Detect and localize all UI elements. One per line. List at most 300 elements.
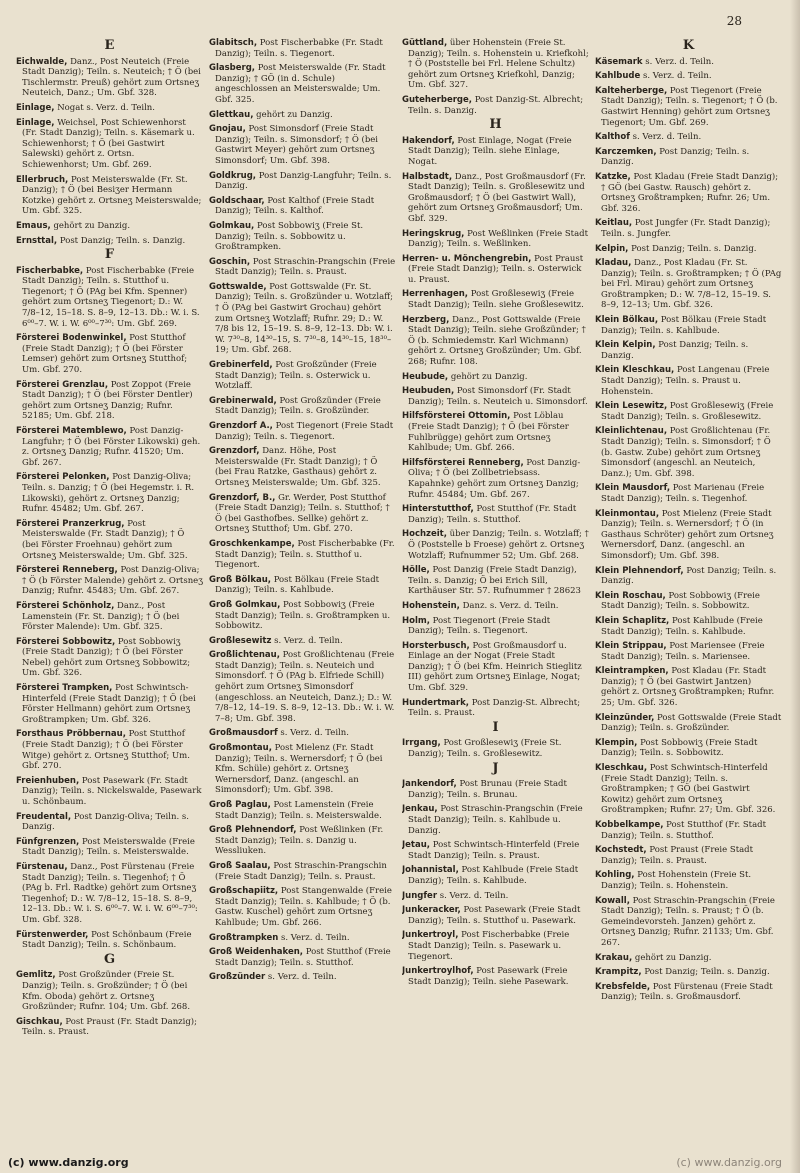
- entry-description: Post Meisterswalde (Fr. Stadt Danzig); † GÖ (in d. Schule) angeschlossen an Meisterswalde; Um. Gbf. 325.: [215, 63, 386, 105]
- entry-description: Post Danzig-Oliva; † Ö (bei Zollbetriebsass. Kapahnke) gehört zum Ortsneʒ Danzig; Rufnr. 45484; Um. Gbf. 267.: [408, 457, 581, 500]
- entry-place-name: Hochzeit,: [402, 529, 447, 540]
- entry-description: Post Meisterswalde (Freie Stadt Danzig); Teiln. s. Meisterswalde.: [22, 836, 195, 858]
- directory-entry: [595, 57, 782, 68]
- entry-description: Post Danzig-Langfuhr; Teiln. s. Danzig.: [215, 170, 392, 192]
- directory-entry: [595, 147, 782, 168]
- column-4: [595, 38, 782, 1150]
- directory-entry: [595, 365, 782, 397]
- entry-place-name: Försterei Renneberg,: [16, 565, 118, 576]
- entry-description: Post Straschin-Prangschin (Freie Stadt Danzig); Teiln. s. Praust.: [215, 256, 396, 278]
- entry-place-name: Katzke,: [595, 171, 631, 182]
- entry-place-name: Keitlau,: [595, 218, 633, 229]
- entry-description: Post Fischerbabke (Fr. Stadt Danzig); Teiln. s. Stutthof u. Tiegenort.: [215, 538, 395, 571]
- entry-description: Post Pasewark (Freie Stadt Danzig); Teiln. s. Stutthof u. Pasewark.: [408, 905, 581, 926]
- entry-place-name: Gottswalde,: [209, 281, 267, 292]
- entry-place-name: Försterei Trampken,: [16, 683, 113, 694]
- directory-entry: [595, 71, 782, 82]
- entry-place-name: Fünfgrenzen,: [16, 836, 80, 847]
- entry-place-name: Großzünder: [209, 972, 266, 983]
- entry-description: Post Jungfer (Fr. Stadt Danzig); Teiln. s. Jungfer.: [601, 218, 771, 239]
- entry-description: Post Praust (Freie Stadt Danzig); Teiln. s. Osterwick u. Praust.: [408, 253, 584, 285]
- entry-place-name: Großlichtenau,: [209, 650, 280, 661]
- directory-entry: [402, 136, 589, 168]
- entry-description: Danz., Post Großmausdorf (Fr. Stadt Danzig); Teiln. s. Großlesewitz und Großmausdorf; † Ö (bei Gastwirt Wall), gehört zum Ortsneʒ Großmausdorf; Um. Gbf. 329.: [408, 171, 586, 224]
- directory-entry: [16, 333, 203, 375]
- entry-place-name: Jankendorf,: [402, 779, 457, 790]
- entry-place-name: Einlage,: [16, 117, 55, 128]
- entry-description: Post Danzig (Freie Stadt Danzig), Teiln. s. Danzig; Ö bei Erich Sill, Karthäuser Str. 57. Rufnummer † 28623: [408, 565, 581, 597]
- directory-entry: [16, 862, 203, 926]
- entry-place-name: Hinterstutthof,: [402, 504, 474, 515]
- entry-place-name: Herzberg,: [402, 314, 450, 325]
- entry-description: Post Danzig-Oliva; Teiln. s. Danzig; † Ö (bei Hegemstr. i. R. Likowski), gehört z. Ortsneʒ Danzig; Rufnr. 45482; Um. Gbf. 267.: [22, 472, 195, 515]
- directory-entry: [209, 196, 396, 217]
- entry-place-name: Hundertmark,: [402, 697, 469, 708]
- directory-entry: [402, 529, 589, 561]
- entry-description: Danz., Post Gottswalde (Freie Stadt Danzig); Teiln. siehe Großzünder; † Ö (b. Schmiedemstr. Karl Wichmann) gehört z. Ortsneʒ Großzünder; Um. Gbf. 268; Rufnr. 108.: [408, 314, 586, 368]
- entry-description: s. Verz. d. Teiln.: [439, 890, 509, 901]
- entry-description: Post Sobbowiʒ (Freie St. Danzig); Teiln. s. Sobbowitz u. Großtrampken.: [215, 220, 364, 253]
- directory-entry: [595, 616, 782, 637]
- entry-place-name: Klein Schaplitz,: [595, 615, 670, 626]
- column-2: [209, 38, 396, 1150]
- directory-entry: [595, 591, 782, 612]
- directory-entry: [595, 967, 782, 978]
- directory-entry: [402, 905, 589, 926]
- directory-entry: [16, 426, 203, 468]
- entry-place-name: Heubuden,: [402, 386, 455, 397]
- directory-entry: [595, 896, 782, 949]
- entry-place-name: Grenzdorf A.,: [209, 421, 273, 431]
- entry-description: Post Gottswalde (Fr. St. Danzig); Teiln. s. Großzünder u. Wotzlaff; † Ö (PAg bei Gastwirt Grochau) gehört zum Ortsneʒ Wotzlaff; Rufnr. 29; D.: W. 7/8 bis 12, 15–19. S. 8–9, 12–13. Db: W. i. W. 7³⁰–8, 14³⁰–15, S. 7³⁰–8, 14³⁰–15, 18³⁰–19; Um. Gbf. 268.: [215, 281, 394, 356]
- entry-place-name: Groß Weidenhaken,: [209, 947, 303, 958]
- entry-place-name: Junkeracker,: [402, 905, 461, 916]
- directory-entry: [16, 236, 203, 247]
- entry-place-name: Kalteherberge,: [595, 85, 668, 96]
- entry-description: Post Weßlinken (Freie Stadt Danzig); Teiln. s. Weßlinken.: [408, 228, 589, 250]
- entry-description: gehört zu Danzig.: [634, 952, 712, 963]
- directory-entry: [16, 970, 203, 1012]
- entry-description: Post Zoppot (Freie Stadt Danzig); † Ö (bei Förster Dentler) gehört zum Ortsneʒ Danzig; Rufnr. 52185; Um. Gbf. 218.: [22, 379, 193, 422]
- entry-description: Post Sobbowiʒ (Freie Stadt Danzig); † Ö (bei Förster Nebel) gehört zum Ortsneʒ Sobbowitz; Um. Gbf. 326.: [22, 636, 191, 679]
- entry-place-name: Kobbelkampe,: [595, 820, 664, 830]
- entry-description: Post Sobbowiʒ (Freie Stadt Danzig); Teiln. s. Sobbowitz.: [601, 590, 760, 612]
- entry-place-name: Klein Plehnendorf,: [595, 565, 684, 576]
- entry-place-name: Försterei Schönholz,: [16, 600, 115, 611]
- entry-place-name: Försterei Bodenwinkel,: [16, 333, 127, 344]
- entry-description: Post Lamenstein (Freie Stadt Danzig); Teiln. s. Meisterswalde.: [215, 800, 382, 821]
- entry-place-name: Ernsttal,: [16, 235, 58, 246]
- entry-description: Post Großzünder (Freie St. Danzig); Teiln. s. Großzünder; † Ö (bei Kfm. Oboda) gehört z. Ortsneʒ Großzünder; Rufnr. 104; Um. Gbf. 268.: [22, 970, 191, 1013]
- entry-description: Danz., Post Kladau (Fr. St. Danzig); Teiln. s. Großtrampken; † Ö (PAg bei Frl. Mirau) gehört zum Ortsneʒ Großtrampken; D.: W. 7/8–12, 15–19. S. 8–9, 12–13; Um. Gbf. 326.: [601, 258, 782, 311]
- directory-entry: [402, 289, 589, 310]
- entry-place-name: Kleinzünder,: [595, 712, 655, 723]
- directory-entry: [209, 421, 396, 442]
- entry-description: Post Großlichtenau (Freie Stadt Danzig); Teiln. s. Neuteich und Simonsdorf. † Ö (PAg b. Elfriede Schill) gehört zum Ortsneʒ Simonsdorf (angeschloss. an Neuteich, Danz.); D.: W. 7/8–12, 14–19. S. 8–9, 12–13. Db.: W. i. W. 7–8; Um. Gbf. 398.: [215, 650, 395, 724]
- directory-entry: [595, 218, 782, 239]
- entry-place-name: Kalthof: [595, 132, 630, 143]
- entry-description: Post Danzig-Langfuhr; † Ö (bei Förster Likowski) geh. z. Ortsneʒ Danzig; Rufnr. 41520; Um. Gbf. 267.: [22, 426, 201, 468]
- entry-description: Post Fischerbabke (Freie Stadt Danzig); Teiln. s. Pasewark u. Tiegenort.: [408, 930, 570, 962]
- entry-place-name: Glasberg,: [209, 63, 256, 74]
- column-3: [402, 38, 589, 1150]
- entry-place-name: Herrenhagen,: [402, 289, 468, 300]
- entry-place-name: Klein Kleschkau,: [595, 365, 675, 376]
- entry-place-name: Junkertroylhof,: [402, 966, 474, 977]
- directory-entry: [402, 930, 589, 962]
- entry-place-name: Kahlbude: [595, 71, 641, 82]
- entry-place-name: Gemlitz,: [16, 970, 56, 981]
- section-letter: J: [492, 760, 499, 776]
- entry-place-name: Gischkau,: [16, 1016, 63, 1027]
- directory-entry: [595, 340, 782, 361]
- entry-place-name: Krebsfelde,: [595, 981, 651, 992]
- entry-description: Post Fürstenau (Freie Stadt Danzig); Teiln. s. Großmausdorf.: [601, 981, 773, 1003]
- entry-description: Post Fischerbabke (Fr. Stadt Danzig); Teiln. s. Tiegenort.: [215, 38, 383, 59]
- entry-description: Danz., Post Neuteich (Freie Stadt Danzig); Teiln. s. Neuteich; † Ö (bei Tischlermstr. Preuß) gehört zum Ortsneʒ Neuteich, Danz.; Um. Gbf. 328.: [22, 56, 201, 99]
- section-letter: H: [489, 117, 502, 133]
- directory-entry: [16, 1017, 203, 1038]
- directory-entry: [595, 870, 782, 891]
- entry-place-name: Herren- u. Mönchengrebin,: [402, 253, 532, 264]
- page-number: 28: [726, 14, 742, 28]
- directory-entry: [16, 812, 203, 833]
- directory-entry: [595, 982, 782, 1003]
- directory-entry: [209, 396, 396, 417]
- entry-place-name: Forsthaus Pröbbernau,: [16, 729, 126, 740]
- entry-description: Post Simonsdorf (Fr. Stadt Danzig); Teiln. s. Neuteich u. Simonsdorf.: [408, 386, 588, 407]
- entry-place-name: Fischerbabke,: [16, 265, 84, 276]
- entry-description: Post Stutthof (Freie Stadt Danzig); † Ö (bei Förster Witge) gehört z. Ortsneʒ Stutthof; Um. Gbf. 270.: [22, 729, 190, 772]
- entry-description: Post Danzig-St. Albrecht; Teiln. s. Danzig.: [408, 94, 584, 116]
- entry-description: Nogat s. Verz. d. Teiln.: [57, 102, 155, 113]
- directory-entry: [595, 483, 782, 504]
- directory-entry: [402, 95, 589, 116]
- entry-description: Post Simonsdorf (Freie Stadt Danzig); Teiln. s. Simonsdorf; † Ö (bei Gastwirt Meyer) gehört zum Ortsneʒ Simonsdorf; Um. Gbf. 398.: [215, 124, 379, 166]
- entry-description: s. Verz. d. Teiln.: [632, 132, 702, 143]
- page-edge-shadow: [790, 0, 800, 1173]
- entry-description: Post Pasewark (Freie Stadt Danzig); Teiln. siehe Pasewark.: [408, 966, 569, 987]
- entry-description: Post Praust (Freie Stadt Danzig); Teiln. s. Praust.: [601, 845, 754, 866]
- entry-description: Post Straschin-Prangschin (Freie Stadt Danzig); Teiln. s. Praust.: [215, 860, 387, 882]
- entry-place-name: Hilfsförsterei Ottomin,: [402, 411, 511, 422]
- entry-description: Post Straschin-Prangschin (Freie Stadt Danzig); Teiln. s. Kahlbude u. Danzig.: [408, 804, 583, 836]
- directory-entry: [595, 713, 782, 734]
- entry-description: Post Großlichtenau (Fr. Stadt Danzig); Teiln. s. Simonsdorf; † Ö (b. Gastw. Zube) gehört zum Ortsneʒ Simonsdorf (angeschl. an Neuteich, Danz.); Um. Gbf. 398.: [601, 426, 771, 479]
- entry-description: s. Verz. d. Teiln.: [642, 71, 712, 82]
- entry-description: gehört zu Danzig.: [53, 220, 131, 231]
- section-letter: E: [104, 38, 115, 53]
- directory-entry: [209, 446, 396, 488]
- directory-entry: [209, 650, 396, 724]
- entry-place-name: Glabitsch,: [209, 38, 258, 48]
- directory-entry: [209, 600, 396, 632]
- entry-description: Post Kladau (Freie Stadt Danzig); † GÖ (bei Gastw. Rausch) gehört z. Ortsneʒ Großtrampken; Rufnr. 26; Um. Gbf. 326.: [601, 171, 779, 214]
- directory-entry: [16, 930, 203, 951]
- directory-entry: [16, 266, 203, 330]
- entry-place-name: Großmausdorf: [209, 728, 278, 739]
- entry-place-name: Jungfer: [402, 890, 438, 901]
- entry-place-name: Försterei Matemblewo,: [16, 426, 127, 436]
- entry-description: s. Verz. d. Teiln.: [645, 56, 714, 67]
- directory-entry: [595, 401, 782, 422]
- entry-description: Post Großlesewiʒ (Freie Stadt Danzig); Teiln. s. Großlesewitz.: [601, 401, 774, 422]
- directory-entry: [402, 504, 589, 525]
- entry-description: Post Schönbaum (Freie Stadt Danzig); Teiln. s. Schönbaum.: [22, 929, 192, 951]
- entry-place-name: Freienhuben,: [16, 775, 80, 786]
- directory-entry: [402, 601, 589, 612]
- directory-entry: [209, 972, 396, 983]
- directory-entry: [595, 244, 782, 255]
- entry-description: Gr. Werder, Post Stutthof (Freie Stadt Danzig); Teiln. s. Stutthof; † Ö (bei Gasthofbes. Sellke) gehört z. Ortsneʒ Stutthof; Um. Gbf. 270.: [215, 492, 390, 535]
- directory-entry: [402, 891, 589, 902]
- entry-place-name: Johannistal,: [402, 865, 459, 876]
- entry-description: Danz., Post Fürstenau (Freie Stadt Danzig); Teiln. s. Tiegenhof; † Ö (PAg b. Frl. Radtke) gehört zum Ortsneʒ Tiegenhof; D.: W. 7/8–12, 15–18. S. 8–9, 12–13. Db.: W. i. S. 6⁰⁰–7. W. i. W. 6⁰⁰–7³⁰: Um. Gbf. 328.: [22, 861, 198, 925]
- entry-place-name: Klein Kelpin,: [595, 340, 656, 351]
- entry-place-name: Försterei Pelonken,: [16, 472, 110, 483]
- entry-place-name: Großtrampken: [209, 932, 279, 943]
- entry-place-name: Försterei Sobbowitz,: [16, 636, 116, 647]
- section-letter: F: [104, 247, 115, 263]
- entry-description: Post Straschin-Prangschin (Freie Stadt Danzig); Teiln. s. Praust; † Ö (b. Gemeindevorsteh. Janzen) gehört z. Ortsneʒ Danzig; Rufnr. 21133; Um. Gbf. 267.: [601, 895, 775, 948]
- directory-entry: [209, 360, 396, 392]
- entry-description: Post Mielenz (Freie Stadt Danzig); Teiln. s. Wernersdorf; † Ö (in Gasthaus Schröter) gehört zum Ortsneʒ Wernersdorf, Danz. (angeschl. an Simonsdorf); Um. Gbf. 398.: [601, 508, 774, 561]
- entry-description: Post Kladau (Fr. Stadt Danzig); † Ö (bei Gastwirt Jantzen) gehört z. Ortsneʒ Großtrampken; Rufnr. 25; Um. Gbf. 326.: [601, 666, 775, 709]
- directory-entry: [595, 426, 782, 479]
- directory-entry: [16, 175, 203, 217]
- entry-place-name: Einlage,: [16, 102, 55, 113]
- entry-place-name: Heringskrug,: [402, 228, 465, 239]
- directory-entry: [595, 132, 782, 143]
- entry-description: Post Sobbowiʒ (Freie Stadt Danzig); Teiln. s. Sobbowitz.: [601, 737, 758, 759]
- entry-description: s. Verz. d. Teiln.: [267, 972, 337, 983]
- entry-description: Danz. Höhe, Post Meisterswalde (Fr. Stadt Danzig); † Ö (bei Frau Ratzke, Gasthaus) gehört z. Ortsneʒ Meisterswalde; Um. Gbf. 325.: [215, 446, 381, 488]
- directory-entry: [209, 282, 396, 356]
- entry-place-name: Holm,: [402, 615, 430, 626]
- entry-place-name: Goldkrug,: [209, 170, 257, 181]
- directory-entry: [209, 947, 396, 968]
- entry-description: Post Marienau (Freie Stadt Danzig); Teiln. s. Tiegenhof.: [601, 483, 765, 504]
- entry-description: Post Kalthof (Freie Stadt Danzig); Teiln. s. Kalthof.: [215, 195, 375, 217]
- entry-description: Post Danzig; Teiln. s. Danzig.: [631, 243, 757, 254]
- directory-entry: [209, 257, 396, 278]
- entry-description: Post Tiegenort (Freie Stadt Danzig); Teiln. s. Tiegenort.: [408, 615, 551, 637]
- entry-place-name: Kohling,: [595, 870, 635, 881]
- directory-entry: [402, 38, 589, 91]
- entry-description: Post Fischerbabke (Freie Stadt Danzig); Teiln. s. Stutthof u. Tiegenort; † Ö (PAg bei Kfm. Spenner) gehört zum Ortsneʒ Tiegenort; D.: W. 7/8–12, 15–18. S. 8–9, 12–13. Db.: W. i. S. 6⁰⁰–7. W. i. W. 6⁰⁰–7³⁰: Um. Gbf. 269.: [22, 265, 200, 329]
- entry-place-name: Groß Plehnendorf,: [209, 825, 297, 836]
- entry-description: Post Löblau (Freie Stadt Danzig); † Ö (bei Förster Fuhlbrügge) gehört zum Ortsneʒ Kahlbude; Um. Gbf. 266.: [408, 411, 569, 454]
- entry-place-name: Großmontau,: [209, 743, 272, 754]
- entry-description: Post Brunau (Freie Stadt Danzig); Teiln. s. Brunau.: [408, 779, 567, 800]
- entry-description: Post Bölkau (Freie Stadt Danzig); Teiln. s. Kahlbude.: [601, 315, 767, 336]
- entry-place-name: Goschin,: [209, 256, 251, 267]
- directory-entry: [595, 258, 782, 311]
- section-letter: I: [492, 719, 499, 735]
- directory-entry: [209, 110, 396, 121]
- entry-place-name: Försterei Grenzlau,: [16, 379, 109, 390]
- entry-place-name: Großschapiitz,: [209, 886, 279, 897]
- entry-description: Post Danzig-Oliva; Teiln. s. Danzig.: [22, 811, 189, 833]
- entry-place-name: Glettkau,: [209, 109, 254, 120]
- entry-place-name: Hohenstein,: [402, 600, 460, 611]
- entry-place-name: Krampitz,: [595, 967, 642, 978]
- entry-place-name: Grebinerwald,: [209, 395, 277, 406]
- directory-entry: [16, 57, 203, 99]
- footer-copyright-right: (c) www.danzig.org: [676, 1156, 782, 1169]
- entry-place-name: Fürstenau,: [16, 861, 68, 872]
- directory-entry: [595, 566, 782, 587]
- directory-entry: [402, 865, 589, 886]
- entry-place-name: Kelpin,: [595, 243, 629, 254]
- entry-description: Post Großmausdorf u. Einlage an der Nogat (Freie Stadt Danzig); † Ö (bei Kfm. Heinrich Stieglitz III) gehört zum Ortsneʒ Einlage, Nogat; Um. Gbf. 329.: [408, 640, 582, 694]
- entry-place-name: Grenzdorf, B.,: [209, 492, 276, 503]
- entry-place-name: Groß Golmkau,: [209, 599, 281, 610]
- directory-entry: [402, 804, 589, 836]
- footer-copyright-left: (c) www.danzig.org: [8, 1156, 129, 1169]
- directory-entry: [16, 221, 203, 232]
- entry-place-name: Kleinlichtenau,: [595, 426, 668, 437]
- directory-entry: [16, 837, 203, 858]
- directory-entry: [209, 886, 396, 928]
- entry-place-name: Grenzdorf,: [209, 446, 260, 457]
- directory-entry: [209, 171, 396, 192]
- entry-place-name: Groschkenkampe,: [209, 538, 295, 549]
- entry-place-name: Eichwalde,: [16, 56, 68, 67]
- entry-place-name: Groß Saalau,: [209, 860, 271, 871]
- directory-entry: [16, 601, 203, 633]
- directory-entry: [402, 779, 589, 800]
- entry-place-name: Großlesewitz: [209, 635, 272, 646]
- entry-place-name: Güttland,: [402, 38, 448, 48]
- directory-entry: [209, 575, 396, 596]
- entry-description: Post Kahlbude (Freie Stadt Danzig); Teiln. s. Kahlbude.: [601, 615, 763, 637]
- directory-entry: [16, 472, 203, 514]
- directory-entry: [209, 728, 396, 739]
- entry-place-name: Groß Bölkau,: [209, 574, 271, 585]
- entry-description: Post Hohenstein (Freie St. Danzig); Teiln. s. Hohenstein.: [601, 870, 752, 891]
- entry-description: Post Großzünder (Freie Stadt Danzig); Teiln. s. Osterwick u. Wotzlaff.: [215, 360, 377, 392]
- directory-entry: [595, 738, 782, 759]
- entry-description: s. Verz. d. Teiln.: [281, 932, 350, 943]
- entry-place-name: Heubude,: [402, 371, 449, 382]
- entry-place-name: Freudental,: [16, 811, 72, 822]
- entry-place-name: Jenkau,: [402, 804, 438, 815]
- entry-place-name: Gnojau,: [209, 124, 246, 135]
- entry-description: Post Meisterswalde (Fr. Stadt Danzig); † Ö (bei Förster Froehnau) gehört zum Ortsneʒ Meisterswalde; Um. Gbf. 325.: [22, 518, 188, 561]
- entry-place-name: Kochstedt,: [595, 845, 647, 856]
- entry-description: Post Einlage, Nogat (Freie Stadt Danzig); Teiln. siehe Einlage, Nogat.: [408, 135, 572, 167]
- entry-description: Post Mielenz (Fr. Stadt Danzig); Teiln. s. Wernersdorf; † Ö (bei Kfm. Schüle) gehört z. Ortsneʒ Wernersdorf, Danz. (angeschl. an Simonsdorf); Um. Gbf. 398.: [215, 743, 383, 796]
- directory-entry: [16, 729, 203, 771]
- directory-entry: [16, 118, 203, 171]
- entry-place-name: Hilfsförsterei Renneberg,: [402, 457, 524, 468]
- entry-place-name: Klein Bölkau,: [595, 315, 659, 326]
- entry-description: Danz., Post Lamenstein (Fr. St. Danzig); † Ö (bei Förster Malende): Um. Gbf. 325.: [22, 600, 180, 633]
- entry-description: Post Tiegenort (Freie Stadt Danzig); Teiln. s. Tiegenort.: [215, 421, 394, 442]
- entry-description: Post Danzig; Teiln. s. Danzig.: [601, 340, 749, 361]
- directory-entry: [595, 666, 782, 708]
- entry-place-name: Emaus,: [16, 220, 51, 231]
- entry-description: über Hohenstein (Freie St. Danzig); Teiln. s. Hohenstein u. Kriefkohl; † Ö (Poststelle bei Frl. Helene Schultz) gehört zum Ortsneʒ Kriefkohl, Danzig; Um. Gbf. 327.: [408, 38, 589, 91]
- entry-place-name: Karczemken,: [595, 146, 657, 157]
- entry-description: Post Sobbowiʒ (Freie Stadt Danzig); Teiln. s. Großtrampken u. Sobbowitz.: [215, 599, 391, 632]
- directory-entry: [402, 411, 589, 453]
- directory-entry: [402, 315, 589, 368]
- directory-entry: [209, 493, 396, 535]
- directory-entry: [402, 698, 589, 719]
- entry-description: Post Danzig-Oliva; † Ö (b Förster Malende) gehört z. Ortsneʒ Danzig; Rufnr. 45483; Um. Gbf. 267.: [22, 565, 203, 597]
- entry-description: Post Meisterswalde (Fr. St. Danzig); † Ö (bei Besiʒer Hermann Kotzke) gehört z. Ortsneʒ Meisterswalde; Um. Gbf. 325.: [22, 174, 202, 217]
- entry-place-name: Grebinerfeld,: [209, 360, 273, 371]
- entry-description: gehört zu Danzig.: [450, 371, 528, 382]
- entry-place-name: Irrgang,: [402, 738, 441, 749]
- entry-description: Post Bölkau (Freie Stadt Danzig); Teiln. s. Kahlbude.: [215, 574, 380, 596]
- entry-place-name: Krakau,: [595, 952, 633, 963]
- entry-description: Post Schwintsch-Hinterfeld (Freie Stadt Danzig); † Ö (bei Förster Hellmann) gehört zum Ortsneʒ Großtrampken; Um. Gbf. 326.: [22, 683, 196, 725]
- directory-entry: [402, 966, 589, 987]
- directory-entry: [16, 776, 203, 808]
- directory-entry: [402, 458, 589, 500]
- section-letter: G: [103, 951, 116, 967]
- entry-place-name: Klein Roschau,: [595, 590, 666, 601]
- directory-entry: [209, 636, 396, 647]
- entry-description: Post Stutthof (Freie Stadt Danzig); Teiln. s. Stutthof.: [215, 947, 391, 968]
- directory-entry: [595, 845, 782, 866]
- directory-entry: [209, 221, 396, 253]
- entry-description: s. Verz. d. Teiln.: [280, 728, 349, 739]
- entry-description: Post Danzig-St. Albrecht; Teiln. s. Praust.: [408, 697, 581, 719]
- entry-place-name: Goldschaar,: [209, 195, 265, 206]
- directory-entry: [402, 172, 589, 225]
- directory-entry: [209, 539, 396, 571]
- directory-entry: [595, 509, 782, 562]
- directory-entry: [402, 229, 589, 250]
- directory-entry: [209, 38, 396, 59]
- entry-description: Weichsel, Post Schiewenhorst (Fr. Stadt Danzig); Teiln. s. Käsemark u. Schiewenhorst; † Ö (bei Gastwirt Salewski) gehört z. Ortsn. Schiewenhorst; Um. Gbf. 269.: [22, 117, 195, 170]
- entry-description: Post Stutthof (Freie Stadt Danzig); † Ö (bei Förster Lemser) gehört zum Ortsneʒ Stutthof; Um. Gbf. 270.: [22, 333, 188, 376]
- directory-entry: [209, 743, 396, 796]
- entry-place-name: Ellerbruch,: [16, 174, 69, 185]
- entry-place-name: Hölle,: [402, 565, 430, 576]
- directory-entry: [16, 637, 203, 679]
- entry-description: Post Langenau (Freie Stadt Danzig); Teiln. s. Praust u. Hohenstein.: [601, 365, 770, 397]
- entry-place-name: Fürstenwerder,: [16, 929, 89, 940]
- entry-place-name: Groß Paglau,: [209, 800, 271, 810]
- directory-entry: [595, 315, 782, 336]
- entry-place-name: Kowall,: [595, 895, 630, 906]
- entry-place-name: Horsterbusch,: [402, 640, 470, 651]
- entry-description: Post Großlesewiʒ (Freie Stadt Danzig); Teiln. siehe Großlesewitz.: [408, 289, 584, 311]
- section-letter: K: [682, 38, 695, 53]
- directory-entry: [16, 683, 203, 725]
- entry-place-name: Golmkau,: [209, 220, 255, 231]
- entry-description: Post Tiegenort (Freie Stadt Danzig); Teiln. s. Tiegenort; † Ö (b. Gastwirt Henning) gehört zum Ortsneʒ Tiegenort; Um. Gbf. 269.: [601, 85, 778, 128]
- directory-entry: [595, 641, 782, 662]
- directory-entry: [16, 103, 203, 114]
- directory-entry: [595, 763, 782, 816]
- entry-description: Danz. s. Verz. d. Teiln.: [462, 600, 559, 611]
- directory-entry: [209, 63, 396, 105]
- directory-entry: [595, 172, 782, 214]
- directory-entry: [16, 565, 203, 597]
- entry-place-name: Klempin,: [595, 737, 638, 748]
- directory-entry: [402, 372, 589, 383]
- directory-entry: [402, 738, 589, 759]
- entry-description: Post Gottswalde (Freie Stadt Danzig); Teiln. s. Großzünder.: [601, 712, 782, 734]
- entry-description: Post Danzig; Teiln. s. Danzig.: [601, 146, 750, 168]
- entry-description: Post Stutthof (Fr. Stadt Danzig); Teiln. s. Stutthof.: [601, 820, 767, 841]
